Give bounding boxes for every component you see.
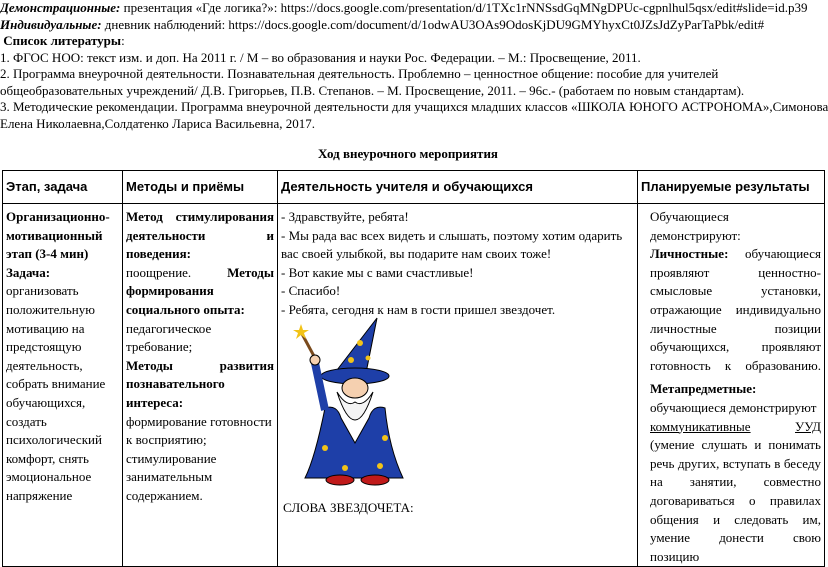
stage-line: Организационно- — [6, 209, 110, 224]
results-line: демонстрируют: — [650, 227, 741, 243]
stage-line: этап (3-4 мин) — [6, 246, 89, 262]
section-title: Ход внеурочного мероприятия — [318, 146, 498, 161]
methods-line: познавательного — [126, 376, 225, 392]
meta-line: обучающиеся демонстрируют — [650, 399, 817, 415]
demo-line — [0, 0, 816, 17]
activity-line: - Вот какие мы с вами счастливые! — [281, 264, 474, 280]
results-line: Обучающиеся — [650, 209, 729, 224]
methods-line: к восприятию; — [126, 432, 207, 448]
task-line: мотивацию на — [6, 320, 85, 336]
lit-item: 2. Программа внеурочной деятельности. Познавательная деятельность. Проблемно – ценностное общение: пособие для учителей — [0, 66, 719, 81]
wizard-stargazer-image — [285, 318, 410, 488]
personal-line: личностные позиции — [650, 320, 821, 336]
header-results: Планируемые результаты — [638, 171, 825, 204]
task-line: эмоциональное — [6, 469, 92, 485]
methods-line: интереса: — [126, 394, 184, 410]
methods-line: педагогическое — [126, 320, 212, 336]
demo-link[interactable]: презентация «Где логика?»: https://docs.google.com/presentation/d/1TXc1rNNSsdGqMNgDPUc-cgpnlhul5qsx/edit#slide=id.p39 — [120, 0, 808, 15]
rest-line: договариваться о правилах — [650, 492, 821, 508]
demo-label: Демонстрационные: — [0, 0, 121, 15]
personal-tail: обучающиеся — [728, 246, 821, 262]
header-stage: Этап, задача — [3, 171, 123, 204]
activity-line: - Ребята, сегодня к нам в гости пришел звездочет. — [281, 301, 556, 317]
methods-line: формирование готовности — [126, 413, 272, 429]
activity-line: вас своей улыбкой, вы подарите нам своих тоже! — [281, 246, 552, 262]
personal-label: Личностные: — [650, 246, 729, 262]
task-line: организовать — [6, 283, 79, 299]
personal-line: готовность к образованию. — [650, 357, 821, 373]
header-methods: Методы и приёмы — [123, 171, 278, 204]
activity-text — [281, 208, 634, 320]
lit-item: общеобразовательных учреждений/ Д.В. Григорьев, П.В. Степанов. – М. Просвещение, 2011. – 96с.- (работаем по новым стандартам). — [0, 82, 745, 98]
methods-line: содержанием. — [126, 487, 203, 503]
methods-line: Методы развития — [126, 357, 274, 373]
methods-line: формирования — [126, 283, 214, 299]
personal-line: обучающихся, проявляют — [650, 339, 821, 355]
methods-line: поощрение. Методы — [126, 264, 274, 280]
task-line: положительную — [6, 301, 95, 317]
rest-line: на занятии, совместно — [650, 474, 821, 490]
task-line: создать — [6, 413, 47, 429]
personal-line: проявляют ценностно- — [650, 264, 821, 280]
lit-item: 1. ФГОС НОО: текст изм. и доп. На 2011 г. / М – во образования и науки Рос. Федерации. – М.: Просвещение, 2011. — [0, 49, 641, 65]
methods-cell — [123, 208, 278, 567]
lit-item: 3. Методические рекомендации. Программа внеурочной деятельности для учащихся младших классов «ШКОЛА ЮНОГО АСТРОНОМА»,Симонова — [0, 99, 828, 114]
comm-word: коммуникативные — [650, 418, 751, 434]
personal-line: отражающие индивидуально — [650, 301, 821, 317]
task-line: предстоящую — [6, 339, 82, 355]
methods-line: стимулирование — [126, 450, 217, 466]
lit-colon: : — [121, 33, 125, 48]
methods-line: занимательным — [126, 469, 213, 485]
indiv-line — [0, 17, 816, 34]
methods-line: социального опыта: — [126, 301, 245, 317]
task-line: напряжение — [6, 487, 73, 503]
methods-line: поведения: — [126, 246, 191, 262]
task-line: собрать внимание — [6, 376, 106, 392]
table-header-row — [3, 171, 825, 204]
task-text — [6, 282, 119, 505]
personal-text — [650, 264, 821, 376]
results-cell — [638, 208, 825, 567]
document-header — [0, 0, 828, 132]
header-activity: Деятельность учителя и обучающихся — [278, 171, 638, 204]
lit-title: Список литературы — [3, 33, 122, 48]
stage-line: мотивационный — [6, 227, 103, 243]
methods-line: деятельности и — [126, 227, 274, 243]
rest-text — [650, 436, 821, 566]
task-line: деятельность, — [6, 357, 83, 373]
methods-text — [126, 208, 274, 506]
rest-line: общения и следовать им, — [650, 511, 821, 527]
comm-line — [650, 418, 821, 437]
task-line: обучающихся, — [6, 394, 86, 410]
comm-tail: УУД — [795, 418, 821, 434]
lit-title-line — [0, 33, 816, 50]
activity-line: - Мы рада вас всех видеть и слышать, поэтому хотим одарить — [281, 227, 623, 243]
task-label: Задача: — [6, 264, 51, 280]
task-line: психологический — [6, 432, 102, 448]
activity-line: - Спасибо! — [281, 283, 341, 299]
task-line: комфорт, снять — [6, 450, 89, 466]
personal-line: смысловые установки, — [650, 283, 821, 299]
wand-star-icon — [293, 324, 309, 339]
methods-line: Метод стимулирования — [126, 209, 274, 224]
rest-line: (умение слушать и понимать — [650, 437, 821, 453]
lit-item: Елена Николаевна,Солдатенко Лариса Васильевна, 2017. — [0, 115, 315, 131]
meta-label: Метапредметные: — [650, 381, 757, 397]
indiv-label: Индивидуальные: — [0, 16, 102, 32]
stage-cell — [3, 208, 123, 567]
activity-line: - Здравствуйте, ребята! — [281, 209, 409, 224]
methods-line: требование; — [126, 339, 193, 355]
rest-line: умение донести свою позицию — [650, 530, 821, 564]
stargazer-words-label: СЛОВА ЗВЕЗДОЧЕТА: — [283, 500, 414, 515]
rest-line: речь других, вступать в беседу — [650, 455, 821, 471]
indiv-link[interactable]: дневник наблюдений: https://docs.google.com/document/d/1odwAU3OAs9OdosKjDU9GMYhyxCt0JZsJdZyParTaPbk/edit# — [101, 16, 765, 32]
personal-line — [650, 245, 821, 264]
